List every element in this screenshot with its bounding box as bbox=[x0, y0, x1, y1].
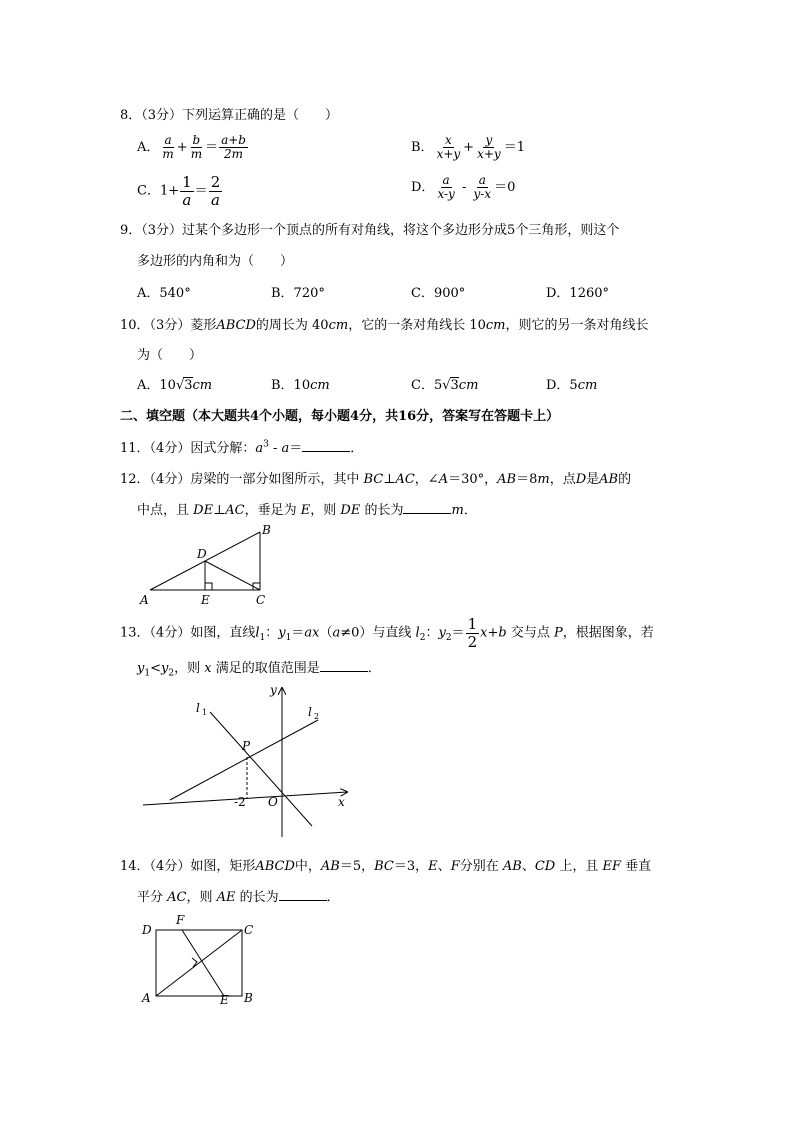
q12-line1: 12．（4分）房梁的一部分如图所示，其中 BC⊥AC，∠A＝30°，AB＝8m，点D是AB的 bbox=[120, 472, 632, 487]
q11-line: 11．（4分）因式分解：$a^3 - a=$ ． bbox=[120, 439, 364, 456]
q14-label-a: A bbox=[142, 991, 151, 1005]
q13-answer-blank[interactable] bbox=[320, 671, 368, 672]
q8-option-d: D． $\frac{a}{x-y}$ - $\frac{a}{y-x}$ ＝0 bbox=[411, 173, 516, 202]
q11-answer-blank[interactable] bbox=[302, 451, 350, 452]
q12-seg-dc bbox=[205, 561, 260, 590]
q13-label-o: O bbox=[268, 795, 278, 809]
q13-line1: 13．（4分）如图，直线$l_1$：$y_1=ax(a\ne 0)$与直线 $l_2$：$y_2=$ $\frac{1}{2}$ x+b 交与点 P，根据图象，若 bbox=[120, 615, 654, 651]
q14-segment-ef bbox=[182, 930, 224, 996]
q14-label-f: F bbox=[176, 913, 185, 927]
q9-option-b: B．720° bbox=[271, 286, 325, 301]
q14-label-e: E bbox=[220, 993, 229, 1007]
q13-label-l2: l bbox=[308, 705, 312, 719]
q12-label-e: E bbox=[201, 593, 210, 607]
q14-label-d: D bbox=[142, 923, 152, 937]
q12-label-c: C bbox=[256, 593, 266, 607]
q9-option-a: A．540° bbox=[137, 286, 191, 301]
q12-label-d: D bbox=[197, 547, 207, 561]
q14-diagonal-ac bbox=[156, 930, 242, 996]
q13-label-y: y bbox=[270, 683, 277, 697]
q12-label-b: B bbox=[262, 523, 271, 537]
q13-label-p: P bbox=[242, 739, 251, 753]
q10-option-d: D．5cm bbox=[546, 378, 598, 393]
q13-label-neg2: -2 bbox=[234, 795, 246, 809]
q8-option-b: B． $\frac{x}{x+y}$ + $\frac{y}{x+y}$ ＝1 bbox=[411, 133, 525, 162]
q13-label-l1: l bbox=[196, 701, 200, 715]
q12-right-angle-e bbox=[205, 583, 212, 590]
q9-line1: 9．（3分）过某个多边形一个顶点的所有对角线，将这个多边形分成5个三角形，则这个 bbox=[120, 223, 620, 238]
q9-option-d: D．1260° bbox=[546, 286, 610, 301]
q12-label-a: A bbox=[140, 593, 149, 607]
q10-line1: 10．（3分）菱形ABCD的周长为 40cm，它的一条对角线长 10cm，则它的另一条对角线长 bbox=[120, 318, 649, 333]
section-2-heading: 二、填空题（本大题共4个小题，每小题4分，共16分，答案写在答题卡上） bbox=[120, 409, 560, 424]
q9-line2: 多边形的内角和为（ ） bbox=[137, 254, 294, 269]
q13-line-l2 bbox=[170, 720, 318, 800]
q10-option-a: A．10√3cm bbox=[137, 378, 213, 393]
q9-option-c: C．900° bbox=[411, 286, 466, 301]
q10-line2: 为（ ） bbox=[137, 348, 203, 363]
q12-answer-blank[interactable] bbox=[403, 513, 451, 514]
q13-line-l1 bbox=[210, 712, 312, 826]
q14-label-c: C bbox=[244, 923, 254, 937]
q13-figure bbox=[140, 680, 360, 840]
q13-label-x: x bbox=[338, 795, 345, 809]
q14-line1: 14．（4分）如图，矩形ABCD中，AB＝5，BC＝3，E、F分别在 AB、CD 上，且 EF 垂直 bbox=[120, 859, 652, 874]
q10-option-c: C．5√3cm bbox=[411, 378, 479, 393]
q13-label-l2-sub: 2 bbox=[314, 712, 320, 721]
q8-stem: 8．（3分）下列运算正确的是（ ） bbox=[120, 108, 339, 123]
q14-line2: 平分 AC，则 AE 的长为 ． bbox=[137, 890, 340, 905]
q13-line2: $y_1<y_2$，则 x 满足的取值范围是 ． bbox=[137, 661, 381, 679]
q14-label-b: B bbox=[244, 991, 253, 1005]
q12-line2: 中点，且 DE⊥AC，垂足为 E，则 DE 的长为 m． bbox=[137, 503, 477, 518]
q14-answer-blank[interactable] bbox=[279, 900, 327, 901]
q8-option-a: A． $\frac{a}{m}$ + $\frac{b}{m}$ ＝ $\frac{a+b}{2m}$ bbox=[137, 133, 246, 162]
q10-option-b: B．10cm bbox=[271, 378, 330, 393]
q13-label-l1-sub: 1 bbox=[202, 708, 208, 717]
q12-figure bbox=[138, 520, 273, 608]
q8-option-c: C．1+ $\frac{1}{a}$ ＝ $\frac{2}{a}$ bbox=[137, 173, 221, 209]
q14-figure bbox=[138, 910, 263, 1010]
